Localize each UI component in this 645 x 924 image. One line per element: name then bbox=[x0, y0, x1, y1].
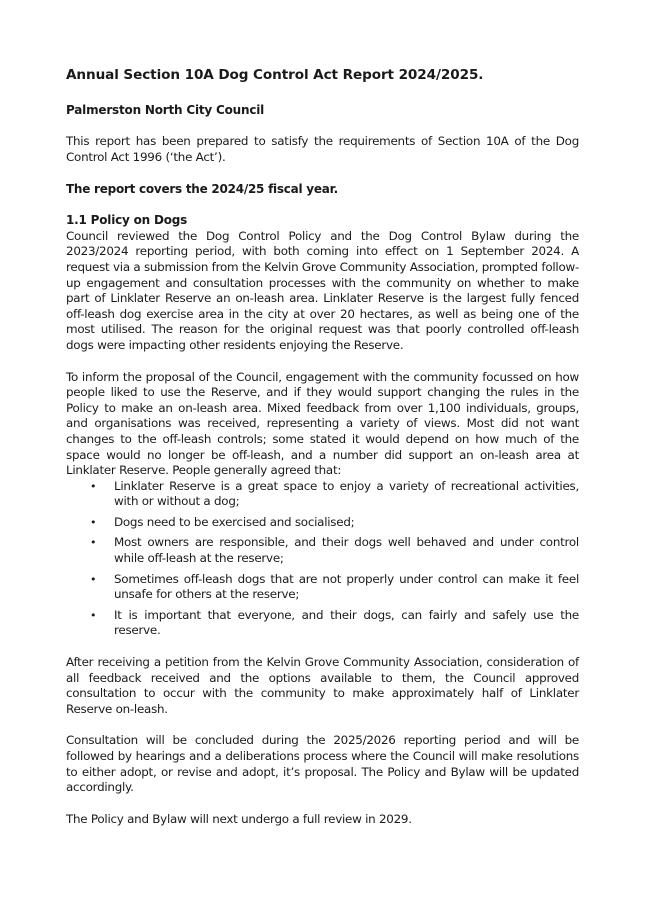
list-item-text: Sometimes off-leash dogs that are not properly under control can make it feel unsafe for others at the reserve; bbox=[114, 571, 579, 602]
bullet-icon: • bbox=[90, 608, 97, 622]
bullet-icon: • bbox=[90, 536, 97, 550]
policy-paragraph-2: To inform the proposal of the Council, engagement with the community focussed on how people liked to use the Reserve, and if they would support changing the rules in the Policy to make an on-leash area. Mixed feedback from over 1,100 individuals, groups, and organisations was received, representing a variety of views. Most did not want changes to the off-leash controls; some stated it would depend on how much of the space would no longer be off-leash, and a number did support an on-leash area at Linklater Reserve. People generally agreed that: bbox=[66, 369, 579, 478]
agreement-bullet-list bbox=[66, 479, 579, 639]
document-page bbox=[66, 66, 579, 827]
policy-paragraph-3: After receiving a petition from the Kelvin Grove Community Association, consideration of all feedback received and the options available to them, the Council approved consultation to occur with the community to make approximately half of Linklater Reserve on-leash. bbox=[66, 655, 579, 716]
bullet-icon: • bbox=[90, 572, 97, 586]
policy-paragraph-1: Council reviewed the Dog Control Policy and the Dog Control Bylaw during the 2023/2024 reporting period, with both coming into effect on 1 September 2024. A request via a submission from the Kelvin Grove Community Association, prompted follow-up engagement and consultation processes with the community on whether to make part of Linklater Reserve an on-leash area. Linklater Reserve is the largest fully fenced off-leash dog exercise area in the city at over 20 hectares, as well as being one of the most utilised. The reason for the original request was that poorly controlled off-leash dogs were impacting other residents enjoying the Reserve. bbox=[66, 228, 579, 352]
policy-paragraph-4: Consultation will be concluded during the 2025/2026 reporting period and will be followed by hearings and a deliberations process where the Council will make resolutions to either adopt, or revise and adopt, it’s proposal. The Policy and Bylaw will be updated accordingly. bbox=[66, 733, 579, 795]
bullet-icon: • bbox=[90, 479, 97, 493]
list-item bbox=[66, 515, 579, 531]
list-item-text: Linklater Reserve is a great space to enjoy a variety of recreational activities, with or without a dog; bbox=[114, 478, 579, 509]
document-title: Annual Section 10A Dog Control Act Report 2024/2025. bbox=[66, 67, 484, 83]
list-item bbox=[66, 608, 579, 639]
policy-paragraph-5: The Policy and Bylaw will next undergo a full review in 2029. bbox=[66, 811, 412, 826]
list-item bbox=[66, 479, 579, 510]
list-item-text: It is important that everyone, and their dogs, can fairly and safely use the reserve. bbox=[114, 607, 579, 638]
list-item bbox=[66, 535, 579, 566]
list-item bbox=[66, 572, 579, 603]
coverage-statement: The report covers the 2024/25 fiscal year. bbox=[66, 182, 338, 197]
list-item-text: Most owners are responsible, and their dogs well behaved and under control while off-leash at the reserve; bbox=[114, 535, 579, 566]
intro-paragraph: This report has been prepared to satisfy the requirements of Section 10A of the Dog Control Act 1996 (‘the Act’). bbox=[66, 134, 579, 164]
bullet-icon: • bbox=[90, 515, 97, 529]
list-item-text: Dogs need to be exercised and socialised; bbox=[114, 514, 355, 529]
council-name: Palmerston North City Council bbox=[66, 103, 265, 117]
section-heading-policy-on-dogs: 1.1 Policy on Dogs bbox=[66, 213, 188, 228]
